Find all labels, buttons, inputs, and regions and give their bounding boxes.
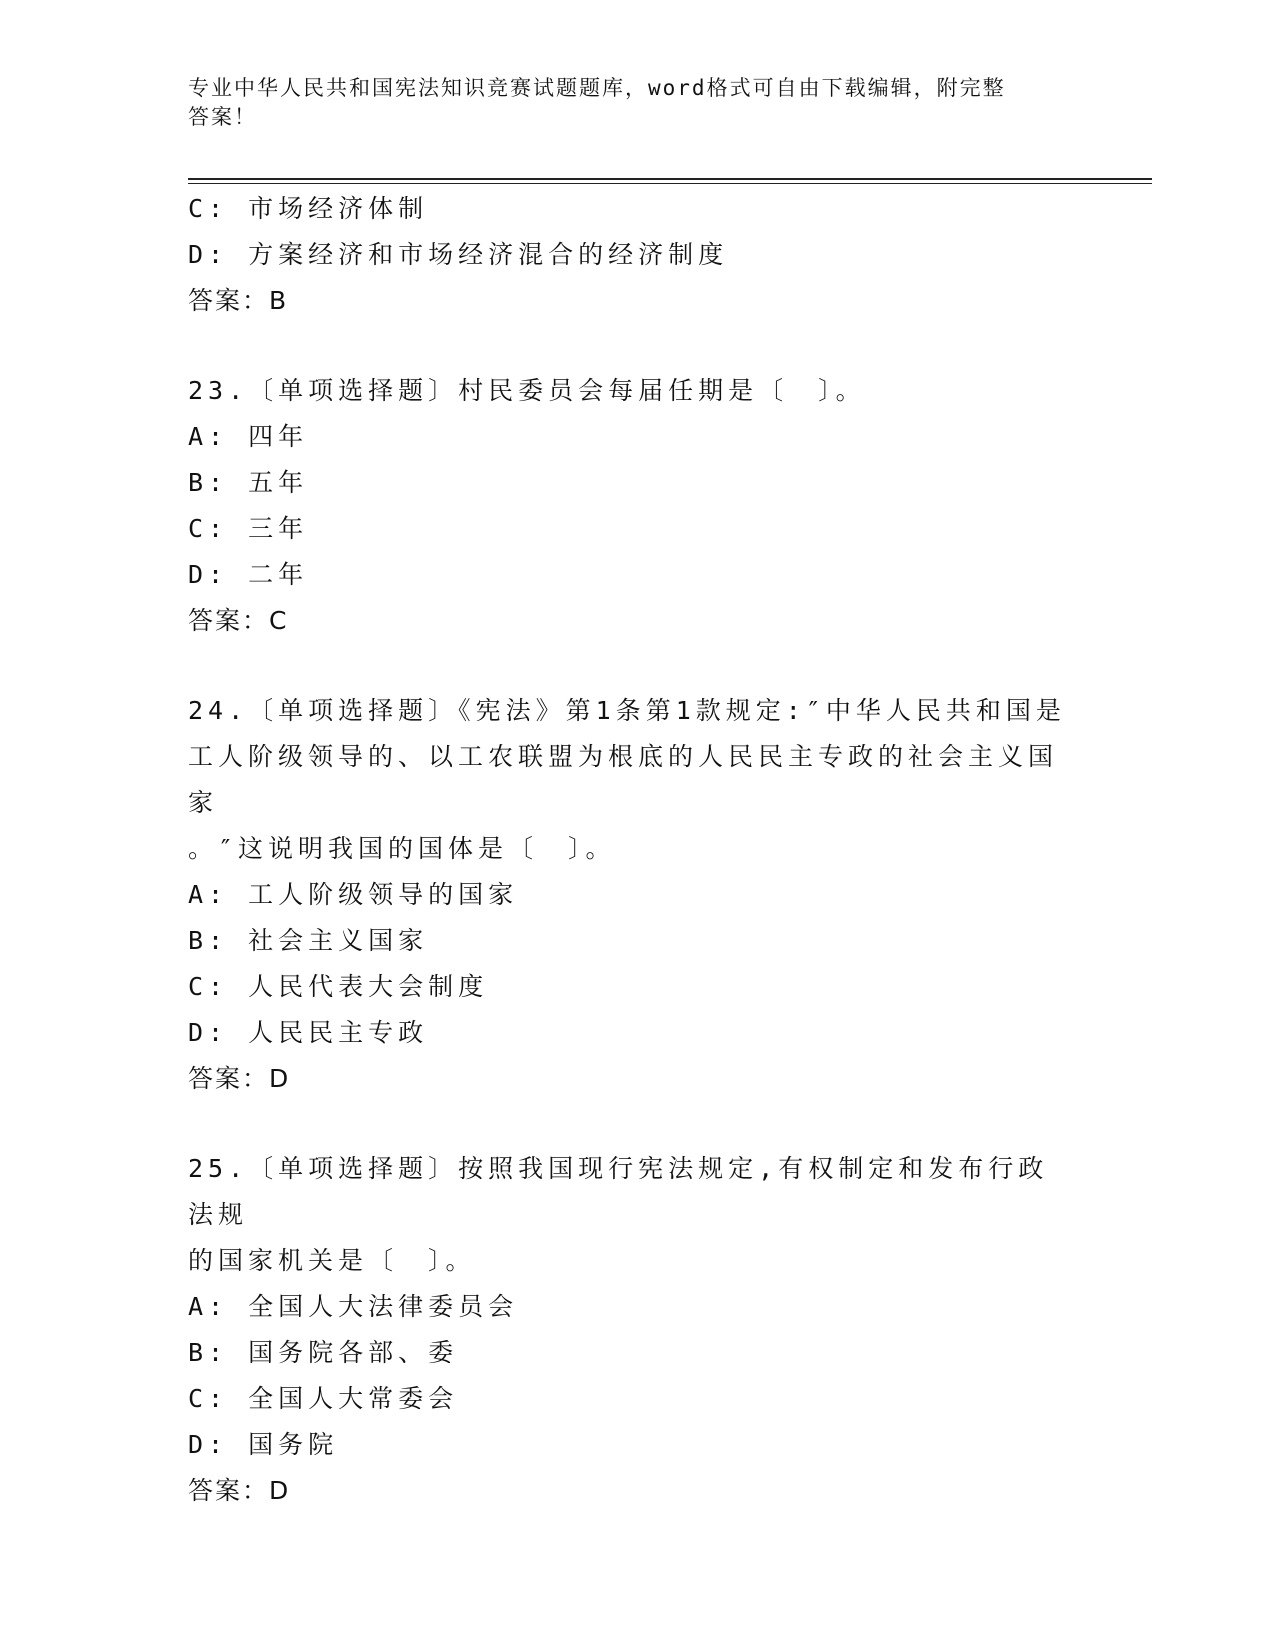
spacer xyxy=(188,1102,1068,1146)
question-text-line-2: 的国家机关是〔 〕。 xyxy=(188,1246,476,1275)
option-c: C: 人民代表大会制度 xyxy=(188,972,489,1001)
option-a: A: 工人阶级领导的国家 xyxy=(188,880,519,909)
header-title-line-1: 专业中华人民共和国宪法知识竞赛试题题库，word格式可自由下载编辑，附完整 xyxy=(188,76,1006,100)
answer-line: 答案：B xyxy=(188,286,289,315)
question-list xyxy=(188,186,1068,1514)
option-d: D: 国务院 xyxy=(188,1430,339,1459)
option-b: B: 社会主义国家 xyxy=(188,926,429,955)
option-c: C: 三年 xyxy=(188,514,309,543)
question-text-line-2: 工人阶级领导的、以工农联盟为根底的人民民主专政的社会主义国家 xyxy=(188,742,1059,817)
question-block-24 xyxy=(188,688,1068,1102)
page-header xyxy=(188,74,1068,132)
spacer xyxy=(188,324,1068,368)
header-title-line-2: 答案！ xyxy=(188,105,257,129)
option-b: B: 国务院各部、委 xyxy=(188,1338,459,1367)
question-text-line-1: 24.〔单项选择题〕《宪法》第1条第1款规定:″中华人民共和国是 xyxy=(188,696,1066,725)
spacer xyxy=(188,644,1068,688)
question-text-line-1: 25.〔单项选择题〕按照我国现行宪法规定,有权制定和发布行政法规 xyxy=(188,1154,1049,1229)
option-a: A: 四年 xyxy=(188,422,309,451)
answer-line: 答案：D xyxy=(188,1064,291,1093)
option-d: D: 方案经济和市场经济混合的经济制度 xyxy=(188,240,729,269)
question-text-line-3: 。″这说明我国的国体是〔 〕。 xyxy=(188,834,616,863)
header-divider-thick xyxy=(188,178,1152,180)
option-d: D: 人民民主专政 xyxy=(188,1018,429,1047)
question-block-23 xyxy=(188,368,1068,644)
question-block-22 xyxy=(188,186,1068,324)
question-block-25 xyxy=(188,1146,1068,1514)
option-b: B: 五年 xyxy=(188,468,309,497)
question-text: 23.〔单项选择题〕村民委员会每届任期是〔 〕。 xyxy=(188,376,866,405)
header-divider-thin xyxy=(188,183,1152,184)
option-a: A: 全国人大法律委员会 xyxy=(188,1292,519,1321)
option-c: C: 市场经济体制 xyxy=(188,194,429,223)
option-c: C: 全国人大常委会 xyxy=(188,1384,459,1413)
answer-line: 答案：D xyxy=(188,1476,291,1505)
answer-line: 答案：C xyxy=(188,606,289,635)
option-d: D: 二年 xyxy=(188,560,309,589)
